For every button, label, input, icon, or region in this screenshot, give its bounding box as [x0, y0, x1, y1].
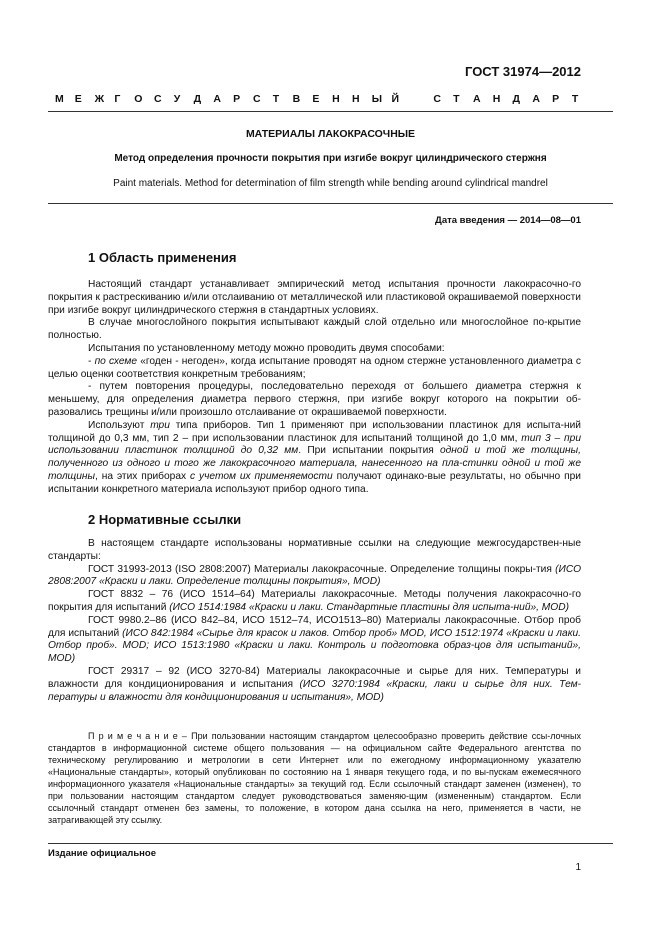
document-subtitle: Метод определения прочности покрытия при изгибе вокруг цилиндрического стержня: [114, 153, 547, 164]
interstate-letter: Н: [351, 93, 360, 105]
interstate-letter: Й: [391, 93, 400, 105]
introduction-date: Дата введения — 2014—08—01: [435, 215, 581, 226]
interstate-letter: Р: [233, 93, 241, 105]
section1-body: [48, 279, 581, 497]
section2-heading: 2 Нормативные ссылки: [88, 512, 242, 527]
interstate-letter: Г: [114, 93, 121, 105]
interstate-letter: У: [173, 93, 181, 105]
paragraph: Используют три типа приборов. Тип 1 применяют при использовании пластинок для испыта-ний толщиной до 0,3 мм, тип 2 – при использовании пластинок для испытаний толщиной до 1,0 мм, тип 3 – при использовании пластинок толщиной до 0,32 мм. При испытании покрытия одной и той же толщины, полученного из одного и того же лакокрасочного материала, нанесенного на пла-стинки одной и той же толщины, на этих приборах с учетом их применяемости получают одинако-вые результаты, но обычно при испытании конкретного материала используют прибор одного типа.: [48, 419, 581, 495]
interstate-letter: С: [153, 93, 162, 105]
interstate-letter: М: [55, 93, 64, 105]
paragraph: Настоящий стандарт устанавливает эмпирический метод испытания прочности лакокрасочно-го покрытия к растрескиванию и/или отслаиванию от металлической или пластиковой окрашиваемой поверхности при изгибе вокруг цилиндрического стержня в стандартных условиях.: [48, 279, 581, 316]
interstate-letter: Н: [332, 93, 340, 105]
paragraph: Испытания по установленному методу можно проводить двумя способами:: [88, 342, 445, 354]
interstate-letter: А: [213, 93, 221, 105]
document-title: МАТЕРИАЛЫ ЛАКОКРАСОЧНЫЕ: [245, 128, 416, 140]
interstate-letter: Ы: [371, 93, 383, 105]
interstate-letter: Т: [453, 93, 460, 105]
interstate-letter: О: [134, 93, 143, 105]
interstate-letter: Н: [492, 93, 501, 105]
header-divider: [48, 111, 613, 112]
official-edition-label: Издание официальное: [48, 848, 156, 859]
english-title: Paint materials. Method for determination of film strength while bending around cylindrical mandrel: [113, 178, 548, 189]
interstate-letter: Т: [272, 93, 280, 105]
section2-body: [48, 538, 581, 704]
interstate-letter: С: [252, 93, 261, 105]
reference-item: ГОСТ 9980.2–86 (ИСО 842–84, ИСО 1512–74, ИСО1513–80) Материалы лакокрасочные. Отбор проб для испытаний (ИСО 842:1984 «Сырье для красок и лаков. Отбор проб» MOD, ИСО 1512:1974 «Краски и лаки. Отбор проб». MOD; ИСО 1513:1980 «Краски и лаки. Контроль и подготовка образ-цов для испытаний», MOD): [48, 614, 582, 665]
section1-heading: 1 Область применения: [88, 250, 237, 265]
interstate-letter: А: [532, 93, 540, 105]
paragraph: - путем повторения процедуры, последовательно переходя от большего диаметра стержня к меньшему, для определения диаметра первого стержня, при изгибе вокруг которого на покрытии об-разовались трещины и/или произошло отслаивание от окрашиваемой поверхности.: [48, 381, 581, 418]
interstate-letter: Е: [74, 93, 82, 105]
paragraph: В случае многослойного покрытия испытывают каждый слой отдельно или многослойное по-крытие полностью.: [48, 317, 581, 342]
interstate-letter: Ж: [94, 93, 105, 105]
interstate-letter: В: [292, 93, 301, 105]
paragraph: - по схеме «годен - негоден», когда испытание проводят на одном стержне установленного диаметра с целью оценки соответствия конкретным требованиям;: [48, 355, 581, 380]
page-number: 1: [575, 862, 581, 873]
reference-item: ГОСТ 31993-2013 (ISO 2808:2007) Материалы лакокрасочные. Определение толщины покры-тия (ИСО 2808:2007 «Краски и лаки. Определение толщины покрытия», MOD): [48, 563, 581, 588]
interstate-letter: А: [472, 93, 481, 105]
reference-item: ГОСТ 29317 – 92 (ИСО 3270-84) Материалы лакокрасочные и сырье для них. Температуры и влажности для кондиционирования и испытания (ИСО 3270:1984 «Краски, лаки и сырье для них. Тем-пературы и влажности для кондиционирования и испытания», MOD): [48, 665, 581, 703]
footer-divider: [48, 843, 613, 844]
interstate-letter: Р: [552, 93, 560, 105]
reference-item: ГОСТ 8832 – 76 (ИСО 1514–64) Материалы лакокрасочные. Методы получения лакокрасочно-го покрытия для испытаний (ИСО 1514:1984 «Краски и лаки. Стандартные пластины для испыта-ний», MOD): [48, 589, 581, 613]
interstate-letter: С: [433, 93, 441, 105]
interstate-letter: Т: [571, 93, 579, 105]
title-divider: [48, 203, 613, 204]
interstate-letter: Д: [512, 93, 521, 105]
standard-code: ГОСТ 31974—2012: [465, 64, 581, 79]
interstate-standard-label: [55, 93, 592, 105]
note: П р и м е ч а н и е – При пользовании настоящим стандартом целесообразно проверить действие ссы-лочных стандартов в информационной системе общего пользования — на официальном сайте Федерального агентства по техническому регулированию и метрологии в сети Интернет или по ежегодному информационному указателю «Национальные стандарты», который опубликован по состоянию на 1 января текущего года, и по вы-пускам ежемесячного информационного указателя «Национальные стандарты» за текущий год. Если ссылочный стандарт заменен (изменен), то при пользовании настоящим стандартом следует руководствоваться заменяю-щим (измененным) стандартом. Если ссылочный стандарт отменен без замены, то положение, в котором дана ссылка на него, применяется в части, не затрагивающей эту ссылку.: [48, 731, 581, 825]
interstate-letter: Д: [193, 93, 202, 105]
paragraph: В настоящем стандарте использованы нормативные ссылки на следующие межгосударствен-ные стандарты:: [48, 538, 581, 562]
interstate-letter: Е: [312, 93, 320, 105]
